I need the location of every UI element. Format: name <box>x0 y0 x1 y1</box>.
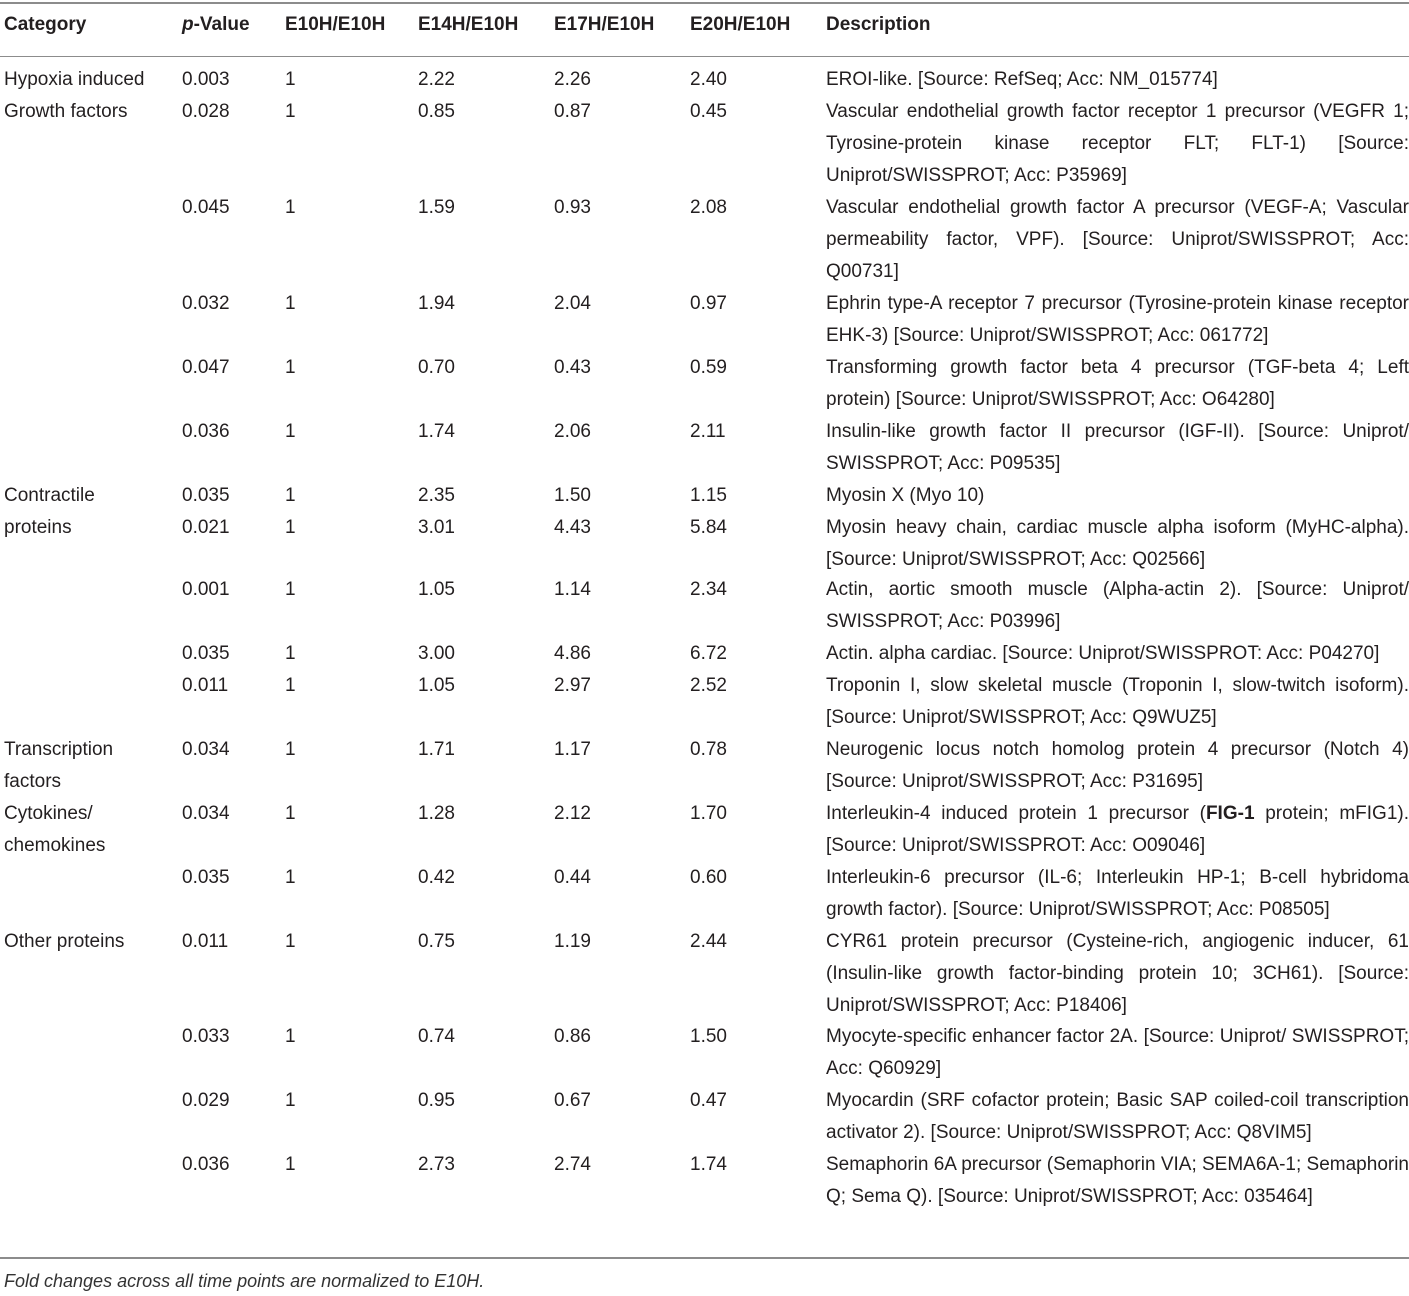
header-rule <box>0 56 1409 57</box>
header-e20: E20H/E10H <box>690 14 791 35</box>
cell-e17: 0.86 <box>554 1026 591 1047</box>
cell-p: 0.033 <box>182 1026 230 1047</box>
cell-description: Interleukin-6 precursor (IL-6; Interleukin HP-1; B-cell hybridoma growth factor). [Source: Uniprot/SWISSPROT; Acc: P08505] <box>826 867 1409 920</box>
cell-e17: 1.14 <box>554 579 591 600</box>
cell-e10: 1 <box>285 579 296 600</box>
cell-p: 0.036 <box>182 421 230 442</box>
cell-p: 0.035 <box>182 643 230 664</box>
header-pvalue-italic: p <box>182 14 194 35</box>
cell-e17: 4.86 <box>554 643 591 664</box>
cell-p: 0.035 <box>182 485 230 506</box>
description-bold-term: FIG-1 <box>1205 803 1255 824</box>
cell-e10: 1 <box>285 1026 296 1047</box>
cell-e17: 1.50 <box>554 485 591 506</box>
cell-e14: 0.70 <box>418 357 455 378</box>
cell-e10: 1 <box>285 485 296 506</box>
cell-e17: 0.43 <box>554 357 591 378</box>
cell-e14: 1.71 <box>418 739 455 760</box>
cell-e20: 2.11 <box>690 421 726 442</box>
cell-e17: 0.44 <box>554 867 591 888</box>
cell-description: Ephrin type-A receptor 7 precursor (Tyrosine-protein kinase receptor EHK-3) [Source: Uniprot/SWISSPROT; Acc: 061772] <box>826 293 1409 346</box>
cell-e20: 0.47 <box>690 1090 727 1111</box>
cell-e10: 1 <box>285 1154 296 1175</box>
header-category: Category <box>4 14 87 35</box>
cell-e14: 3.00 <box>418 643 455 664</box>
cell-description: Insulin-like growth factor II precursor (IGF-II). [Source: Uniprot/ SWISSPROT; Acc: P09535] <box>826 421 1409 474</box>
cell-e20: 1.50 <box>690 1026 727 1047</box>
cell-description: Actin, aortic smooth muscle (Alpha-actin 2). [Source: Uniprot/ SWISSPROT; Acc: P03996] <box>826 579 1409 632</box>
cell-e10: 1 <box>285 197 296 218</box>
cell-p: 0.034 <box>182 739 230 760</box>
cell-e20: 0.97 <box>690 293 727 314</box>
cell-e17: 2.74 <box>554 1154 591 1175</box>
cell-description: EROI-like. [Source: RefSeq; Acc: NM_015774] <box>826 69 1218 90</box>
cell-category: Transcription factors <box>4 739 114 792</box>
cell-p: 0.047 <box>182 357 230 378</box>
cell-e10: 1 <box>285 101 296 122</box>
cell-e14: 0.42 <box>418 867 455 888</box>
cell-e17: 2.12 <box>554 803 591 824</box>
cell-e20: 2.40 <box>690 69 727 90</box>
cell-e20: 2.52 <box>690 675 727 696</box>
cell-e14: 0.74 <box>418 1026 455 1047</box>
cell-e17: 2.04 <box>554 293 591 314</box>
cell-category: Growth factors <box>4 101 128 122</box>
cell-e20: 2.44 <box>690 931 727 952</box>
cell-e14: 1.94 <box>418 293 455 314</box>
cell-category: Cytokines/ chemokines <box>4 803 106 856</box>
cell-e14: 2.35 <box>418 485 455 506</box>
cell-description: CYR61 protein precursor (Cysteine-rich, angiogenic inducer, 61 (Insulin-like growth factor-binding protein 10; 3CH61). [Source: Uniprot/SWISSPROT; Acc: P18406] <box>826 931 1409 1016</box>
description-text: protein; mFIG1). [Source: Uniprot/SWISSPROT: Acc: O09046] <box>826 803 1409 856</box>
cell-e14: 1.05 <box>418 579 455 600</box>
cell-e14: 0.95 <box>418 1090 455 1111</box>
cell-e20: 0.60 <box>690 867 727 888</box>
cell-e14: 0.85 <box>418 101 455 122</box>
cell-e14: 1.28 <box>418 803 455 824</box>
cell-description: Vascular endothelial growth factor receptor 1 precursor (VEGFR 1; Tyrosine-protein kinase receptor FLT; FLT-1) [Source: Uniprot/SWISSPROT; Acc: P35969] <box>826 101 1409 186</box>
cell-e10: 1 <box>285 1090 296 1111</box>
cell-e20: 0.78 <box>690 739 727 760</box>
cell-p: 0.029 <box>182 1090 230 1111</box>
cell-e17: 2.06 <box>554 421 591 442</box>
cell-category: proteins <box>4 517 72 538</box>
cell-p: 0.003 <box>182 69 230 90</box>
cell-category: Hypoxia induced <box>4 69 145 90</box>
cell-e20: 2.08 <box>690 197 727 218</box>
cell-e20: 0.59 <box>690 357 727 378</box>
cell-description: Actin. alpha cardiac. [Source: Uniprot/SWISSPROT: Acc: P04270] <box>826 643 1380 664</box>
cell-e20: 1.74 <box>690 1154 727 1175</box>
cell-e17: 0.93 <box>554 197 591 218</box>
cell-e17: 1.17 <box>554 739 591 760</box>
cell-category: Contractile <box>4 485 95 506</box>
cell-description: Troponin I, slow skeletal muscle (Troponin I, slow-twitch isoform). [Source: Uniprot/SWISSPROT; Acc: Q9WUZ5] <box>826 675 1409 728</box>
cell-e10: 1 <box>285 643 296 664</box>
cell-e17: 1.19 <box>554 931 591 952</box>
table-bottom-rule <box>0 1257 1409 1259</box>
cell-e20: 6.72 <box>690 643 727 664</box>
cell-description: Myosin heavy chain, cardiac muscle alpha isoform (MyHC-alpha). [Source: Uniprot/SWISSPROT; Acc: Q02566] <box>826 517 1409 570</box>
cell-description: Myocyte-specific enhancer factor 2A. [Source: Uniprot/ SWISSPROT; Acc: Q60929] <box>826 1026 1409 1079</box>
cell-e10: 1 <box>285 931 296 952</box>
cell-description: Myosin X (Myo 10) <box>826 485 985 506</box>
header-pvalue-rest: -Value <box>193 14 250 35</box>
cell-p: 0.035 <box>182 867 230 888</box>
cell-p: 0.011 <box>182 931 229 952</box>
cell-p: 0.036 <box>182 1154 230 1175</box>
cell-description: Myocardin (SRF cofactor protein; Basic SAP coiled-coil transcription activator 2). [Source: Uniprot/SWISSPROT; Acc: Q8VIM5] <box>826 1090 1409 1143</box>
cell-e14: 0.75 <box>418 931 455 952</box>
cell-e10: 1 <box>285 421 296 442</box>
cell-description: Neurogenic locus notch homolog protein 4 precursor (Notch 4) [Source: Uniprot/SWISSPROT; Acc: P31695] <box>826 739 1409 792</box>
cell-description: Transforming growth factor beta 4 precursor (TGF-beta 4; Left protein) [Source: Uniprot/SWISSPROT; Acc: O64280] <box>826 357 1409 410</box>
cell-p: 0.034 <box>182 803 230 824</box>
cell-e10: 1 <box>285 867 296 888</box>
cell-e17: 4.43 <box>554 517 591 538</box>
cell-e17: 2.97 <box>554 675 591 696</box>
cell-e14: 3.01 <box>418 517 455 538</box>
cell-e14: 1.74 <box>418 421 455 442</box>
cell-p: 0.028 <box>182 101 230 122</box>
cell-e20: 2.34 <box>690 579 727 600</box>
cell-e17: 0.67 <box>554 1090 591 1111</box>
cell-e14: 1.59 <box>418 197 455 218</box>
cell-e20: 0.45 <box>690 101 727 122</box>
table-footnote: Fold changes across all time points are normalized to E10H. <box>4 1271 485 1291</box>
header-e14: E14H/E10H <box>418 14 519 35</box>
cell-description: Vascular endothelial growth factor A precursor (VEGF-A; Vascular permeability factor, VPF). [Source: Uniprot/SWISSPROT; Acc: Q00731] <box>826 197 1409 282</box>
cell-description <box>826 798 1409 862</box>
cell-p: 0.021 <box>182 517 230 538</box>
cell-e10: 1 <box>285 675 296 696</box>
cell-e20: 1.70 <box>690 803 727 824</box>
cell-p: 0.032 <box>182 293 230 314</box>
header-pvalue <box>182 14 250 44</box>
cell-e10: 1 <box>285 739 296 760</box>
cell-e17: 0.87 <box>554 101 591 122</box>
cell-category: Other proteins <box>4 931 125 952</box>
header-e10: E10H/E10H <box>285 14 386 35</box>
cell-e14: 1.05 <box>418 675 455 696</box>
header-e17: E17H/E10H <box>554 14 655 35</box>
cell-e10: 1 <box>285 69 296 90</box>
cell-e14: 2.73 <box>418 1154 455 1175</box>
table-top-rule <box>0 2 1409 4</box>
cell-description: Semaphorin 6A precursor (Semaphorin VIA; SEMA6A-1; Semaphorin Q; Sema Q). [Source: Uniprot/SWISSPROT; Acc: 035464] <box>826 1154 1409 1207</box>
cell-e10: 1 <box>285 293 296 314</box>
cell-e20: 1.15 <box>690 485 727 506</box>
cell-e10: 1 <box>285 803 296 824</box>
cell-e17: 2.26 <box>554 69 591 90</box>
description-text: Interleukin-4 induced protein 1 precursor ( <box>826 803 1206 824</box>
cell-e20: 5.84 <box>690 517 727 538</box>
cell-p: 0.011 <box>182 675 229 696</box>
cell-e10: 1 <box>285 357 296 378</box>
cell-e10: 1 <box>285 517 296 538</box>
cell-p: 0.045 <box>182 197 230 218</box>
header-description: Description <box>826 14 931 35</box>
cell-p: 0.001 <box>182 579 230 600</box>
cell-e14: 2.22 <box>418 69 455 90</box>
